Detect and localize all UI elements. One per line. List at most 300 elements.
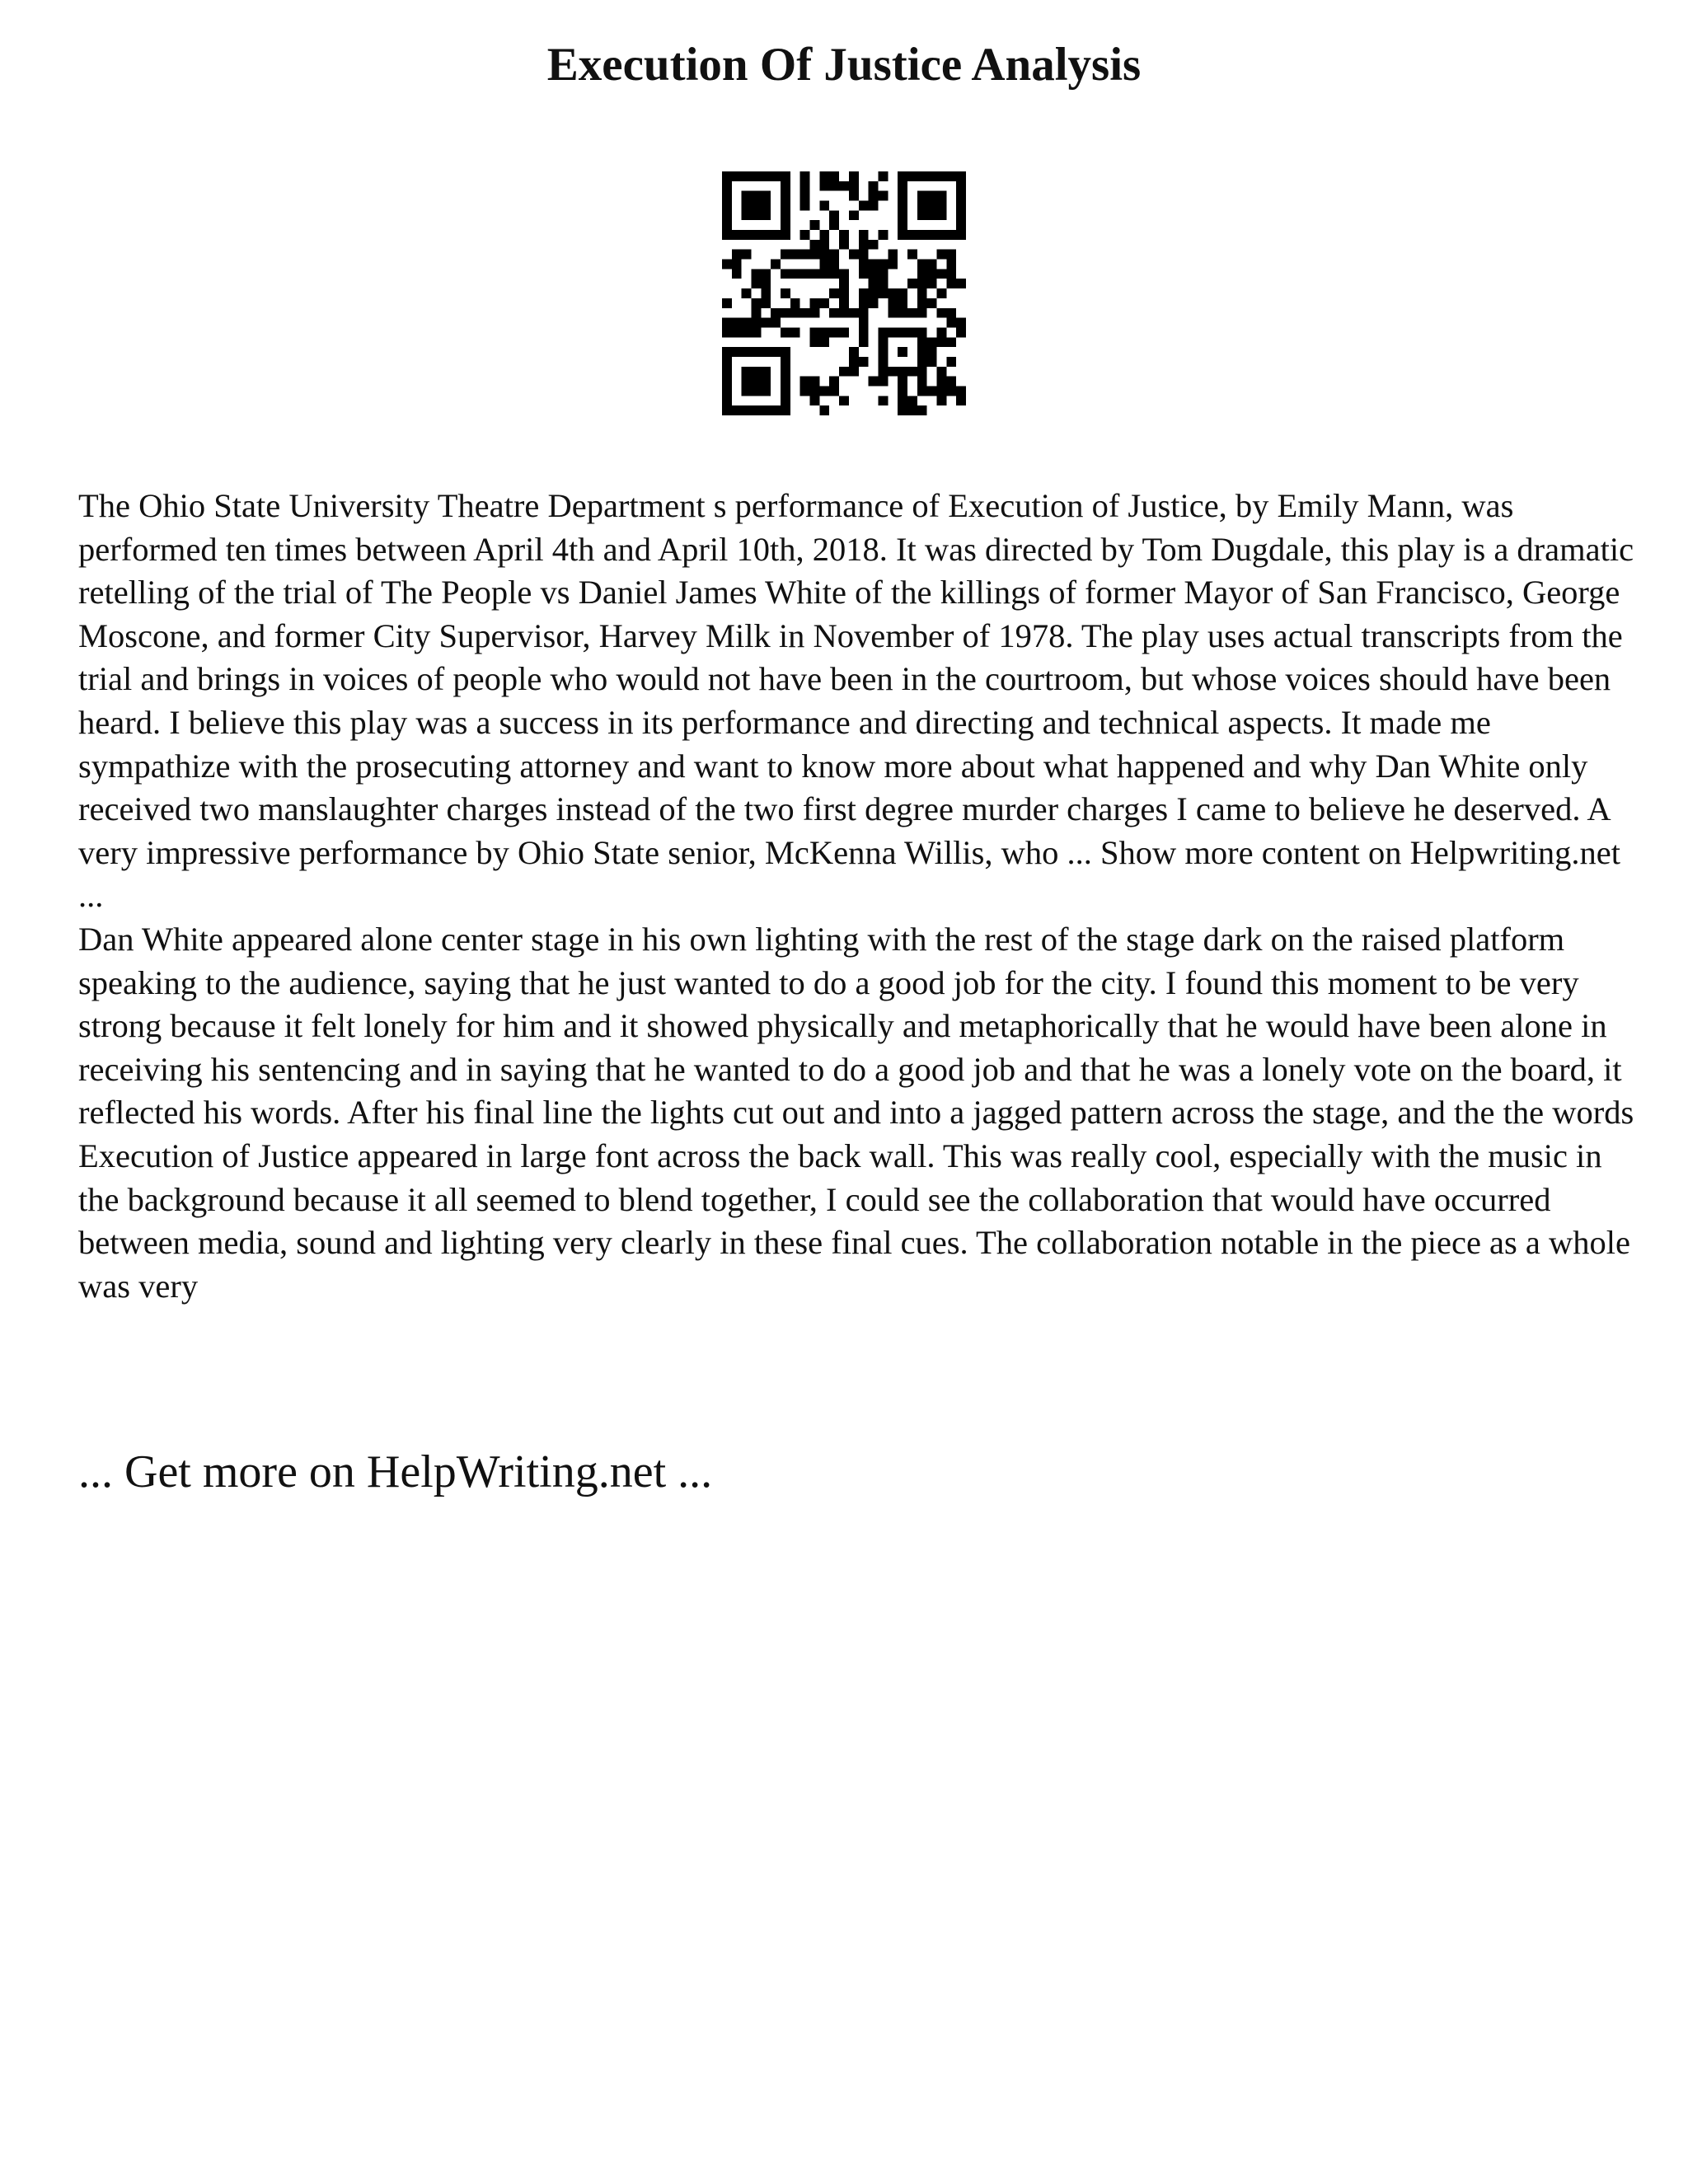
qr-module [946, 171, 956, 181]
qr-module [898, 367, 907, 377]
qr-module [761, 191, 771, 201]
qr-module [752, 279, 762, 288]
qr-module [869, 269, 879, 279]
qr-module [742, 347, 752, 357]
qr-module [936, 377, 946, 387]
qr-module [742, 201, 752, 211]
qr-module [819, 327, 829, 337]
qr-module [722, 171, 732, 181]
qr-module [742, 318, 752, 328]
qr-module [927, 230, 937, 240]
qr-module [917, 347, 927, 357]
qr-module [839, 327, 849, 337]
qr-module [898, 210, 907, 220]
qr-module [800, 201, 810, 211]
qr-module [898, 386, 907, 396]
qr-module [810, 298, 820, 308]
page-title: Execution Of Justice Analysis [546, 39, 1142, 91]
qr-module [927, 337, 937, 347]
qr-module [752, 269, 762, 279]
qr-module [819, 337, 829, 347]
qr-module [878, 396, 888, 405]
qr-module [839, 269, 849, 279]
qr-module [800, 171, 810, 181]
qr-module [849, 308, 859, 318]
qr-module [859, 327, 869, 337]
qr-module [761, 367, 771, 377]
qr-module [917, 210, 927, 220]
qr-module [869, 201, 879, 211]
qr-module [878, 347, 888, 357]
qr-module [819, 386, 829, 396]
qr-module [898, 308, 907, 318]
qr-module [888, 250, 898, 260]
qr-module [907, 279, 917, 288]
qr-module [946, 308, 956, 318]
qr-module [888, 327, 898, 337]
qr-module [819, 240, 829, 250]
qr-module [898, 405, 907, 415]
qr-module [956, 220, 966, 230]
qr-module [878, 171, 888, 181]
qr-module [742, 367, 752, 377]
qr-module [722, 260, 732, 269]
qr-module [898, 171, 907, 181]
qr-module [781, 210, 790, 220]
qr-module [956, 171, 966, 181]
qr-module [781, 308, 790, 318]
qr-module [839, 396, 849, 405]
qr-module [946, 279, 956, 288]
qr-module [839, 288, 849, 298]
qr-module [839, 308, 849, 318]
qr-module [936, 171, 946, 181]
qr-module [819, 269, 829, 279]
qr-module [956, 327, 966, 337]
qr-module [810, 250, 820, 260]
qr-module [752, 210, 762, 220]
qr-module [761, 171, 771, 181]
qr-module [878, 327, 888, 337]
qr-module [946, 377, 956, 387]
qr-module [819, 405, 829, 415]
qr-module [742, 327, 752, 337]
qr-module [878, 191, 888, 201]
qr-module [722, 201, 732, 211]
qr-module [927, 210, 937, 220]
qr-module [810, 377, 820, 387]
qr-module [800, 269, 810, 279]
qr-module [742, 250, 752, 260]
qr-module [849, 250, 859, 260]
qr-module [752, 386, 762, 396]
qr-module [732, 269, 742, 279]
qr-module [956, 191, 966, 201]
qr-module [781, 396, 790, 405]
qr-module [907, 308, 917, 318]
article-body [78, 485, 1636, 1308]
qr-module [781, 386, 790, 396]
qr-module [732, 171, 742, 181]
qr-module [936, 327, 946, 337]
qr-module [859, 288, 869, 298]
qr-module [810, 308, 820, 318]
qr-module [849, 171, 859, 181]
qr-code-icon [722, 171, 966, 415]
qr-module [742, 405, 752, 415]
qr-module [917, 367, 927, 377]
qr-module [800, 250, 810, 260]
qr-module [800, 308, 810, 318]
qr-module [878, 288, 888, 298]
qr-module [956, 318, 966, 328]
qr-module [800, 230, 810, 240]
qr-module [752, 308, 762, 318]
qr-module [819, 171, 829, 181]
qr-module [742, 377, 752, 387]
qr-module [946, 260, 956, 269]
qr-module [722, 210, 732, 220]
qr-module [752, 298, 762, 308]
qr-module [790, 327, 800, 337]
qr-module [936, 367, 946, 377]
qr-module [781, 288, 790, 298]
qr-module [907, 367, 917, 377]
qr-module [819, 201, 829, 211]
qr-module [927, 260, 937, 269]
qr-module [722, 318, 732, 328]
qr-module [878, 367, 888, 377]
qr-module [781, 347, 790, 357]
qr-module [898, 327, 907, 337]
qr-module [771, 308, 781, 318]
qr-module [771, 171, 781, 181]
qr-module [722, 405, 732, 415]
qr-module [732, 318, 742, 328]
qr-module [829, 377, 839, 387]
qr-module [800, 377, 810, 387]
qr-module [936, 396, 946, 405]
qr-module [732, 250, 742, 260]
qr-module [917, 191, 927, 201]
qr-module [722, 181, 732, 191]
qr-module [917, 337, 927, 347]
qr-module [790, 269, 800, 279]
qr-module [869, 191, 879, 201]
qr-module [936, 230, 946, 240]
qr-module [839, 279, 849, 288]
qr-module [771, 260, 781, 269]
qr-module [917, 308, 927, 318]
qr-module [917, 327, 927, 337]
qr-module [781, 367, 790, 377]
qr-module [761, 347, 771, 357]
qr-module [927, 279, 937, 288]
qr-module [810, 396, 820, 405]
qr-module [839, 230, 849, 240]
qr-module [898, 377, 907, 387]
qr-module [752, 405, 762, 415]
qr-module [917, 357, 927, 367]
qr-module [869, 288, 879, 298]
qr-module [790, 298, 800, 308]
qr-module [859, 269, 869, 279]
qr-module [781, 220, 790, 230]
qr-module [781, 171, 790, 181]
qr-module [839, 240, 849, 250]
qr-module [917, 279, 927, 288]
qr-module [878, 377, 888, 387]
qr-module [907, 171, 917, 181]
qr-module [771, 230, 781, 240]
qr-module [859, 230, 869, 240]
qr-module [956, 396, 966, 405]
qr-module [927, 357, 937, 367]
qr-module [781, 327, 790, 337]
qr-module [859, 298, 869, 308]
qr-module [761, 386, 771, 396]
qr-module [752, 367, 762, 377]
get-more-link[interactable]: ... Get more on HelpWriting.net ... [78, 1446, 713, 1497]
qr-module [722, 220, 732, 230]
qr-module [917, 269, 927, 279]
qr-module [936, 210, 946, 220]
qr-module [819, 298, 829, 308]
qr-module [907, 327, 917, 337]
qr-module [742, 230, 752, 240]
qr-module [956, 201, 966, 211]
qr-module [790, 250, 800, 260]
qr-module [936, 191, 946, 201]
qr-module [927, 347, 937, 357]
qr-module [810, 386, 820, 396]
qr-module [742, 210, 752, 220]
qr-module [927, 298, 937, 308]
qr-module [722, 357, 732, 367]
qr-module [946, 230, 956, 240]
qr-module [829, 181, 839, 191]
qr-module [810, 240, 820, 250]
qr-module [781, 181, 790, 191]
qr-module [722, 327, 732, 337]
qr-module [800, 191, 810, 201]
qr-module [878, 279, 888, 288]
qr-module [878, 230, 888, 240]
qr-module [956, 279, 966, 288]
qr-module [859, 318, 869, 328]
qr-module [761, 298, 771, 308]
qr-module [722, 367, 732, 377]
qr-module [946, 386, 956, 396]
qr-module [722, 230, 732, 240]
qr-module [819, 250, 829, 260]
qr-module [761, 405, 771, 415]
qr-module [859, 357, 869, 367]
qr-module [810, 327, 820, 337]
qr-module [761, 288, 771, 298]
qr-module [742, 288, 752, 298]
qr-module [819, 260, 829, 269]
qr-module [917, 288, 927, 298]
qr-module [898, 220, 907, 230]
qr-module [869, 377, 879, 387]
qr-module [917, 386, 927, 396]
qr-module [781, 230, 790, 240]
qr-module [732, 230, 742, 240]
qr-module [859, 260, 869, 269]
qr-module [722, 396, 732, 405]
qr-module [936, 269, 946, 279]
qr-module [917, 171, 927, 181]
qr-module [907, 250, 917, 260]
qr-module [761, 377, 771, 387]
qr-module [869, 279, 879, 288]
qr-module [732, 260, 742, 269]
qr-module [761, 269, 771, 279]
qr-module [771, 318, 781, 328]
qr-module [829, 260, 839, 269]
qr-module [859, 337, 869, 347]
qr-module [752, 191, 762, 201]
qr-module [878, 357, 888, 367]
qr-module [810, 220, 820, 230]
qr-module [917, 405, 927, 415]
qr-module [810, 337, 820, 347]
qr-module [742, 191, 752, 201]
qr-module [898, 201, 907, 211]
qr-module [936, 201, 946, 211]
qr-module [946, 269, 956, 279]
qr-module [839, 367, 849, 377]
qr-module [722, 347, 732, 357]
qr-module [752, 171, 762, 181]
paragraph-1: The Ohio State University Theatre Department s performance of Execution of Justice, by Emily Mann, was performed ten times between April 4th and April 10th, 2018. It was directed by Tom Dugdale, this play is a dramatic retelling of the trial of The People vs Daniel James White of the killings of former Mayor of San Francisco, George Moscone, and former City Supervisor, Harvey Milk in November of 1978. The play uses actual transcripts from the trial and brings in voices of people who would not have been in the courtroom, but whose voices should have been heard. I believe this play was a success in its performance and directing and technical aspects. It made me sympathize with the prosecuting attorney and want to know more about what happened and why Dan White only received two manslaughter charges instead of the two first degree murder charges I came to believe he deserved. A very impressive performance by Ohio State senior, McKenna Willis, who ... Show more content on Helpwriting.net ... [78, 487, 1634, 915]
qr-module [722, 191, 732, 201]
qr-module [771, 405, 781, 415]
qr-module [761, 318, 771, 328]
qr-module [956, 181, 966, 191]
qr-module [839, 181, 849, 191]
qr-module [869, 260, 879, 269]
qr-module [907, 405, 917, 415]
qr-module [859, 250, 869, 260]
qr-module [946, 337, 956, 347]
qr-module [771, 347, 781, 357]
qr-module [829, 210, 839, 220]
qr-module [752, 377, 762, 387]
qr-module [859, 201, 869, 211]
qr-module [927, 269, 937, 279]
qr-module [810, 269, 820, 279]
qr-module [722, 377, 732, 387]
qr-module [761, 210, 771, 220]
qr-module [898, 191, 907, 201]
qr-module [859, 308, 869, 318]
qr-module [839, 298, 849, 308]
qr-module [849, 181, 859, 191]
qr-module [732, 327, 742, 337]
qr-module [859, 240, 869, 250]
qr-module [898, 288, 907, 298]
qr-module [781, 250, 790, 260]
qr-module [878, 337, 888, 347]
qr-module [829, 308, 839, 318]
qr-module [917, 201, 927, 211]
qr-module [819, 181, 829, 191]
qr-module [878, 269, 888, 279]
qr-module [898, 396, 907, 405]
qr-module [898, 181, 907, 191]
qr-module [800, 386, 810, 396]
qr-module [819, 230, 829, 240]
qr-module [732, 405, 742, 415]
qr-module [752, 318, 762, 328]
qr-module [752, 230, 762, 240]
qr-module [829, 171, 839, 181]
qr-module [781, 191, 790, 201]
qr-module [898, 298, 907, 308]
qr-module [781, 357, 790, 367]
qr-code-graphic [722, 171, 966, 415]
qr-module [888, 288, 898, 298]
qr-module [829, 327, 839, 337]
qr-module [946, 318, 956, 328]
qr-module [790, 308, 800, 318]
qr-module [781, 405, 790, 415]
qr-module [829, 269, 839, 279]
qr-module [878, 260, 888, 269]
qr-module [869, 181, 879, 191]
qr-module [781, 201, 790, 211]
qr-module [917, 230, 927, 240]
qr-module [761, 279, 771, 288]
qr-module [927, 386, 937, 396]
qr-module [888, 298, 898, 308]
qr-module [907, 230, 917, 240]
qr-module [917, 377, 927, 387]
qr-module [849, 191, 859, 201]
qr-module [849, 367, 859, 377]
qr-module [956, 210, 966, 220]
qr-module [849, 210, 859, 220]
qr-module [829, 250, 839, 260]
qr-module [752, 347, 762, 357]
qr-module [936, 250, 946, 260]
qr-module [732, 347, 742, 357]
paragraph-2: Dan White appeared alone center stage in his own lighting with the rest of the stage dark on the raised platform speaking to the audience, saying that he just wanted to do a good job for the city. I found this moment to be very strong because it felt lonely for him and it showed physically and metaphorically that he would have been alone in receiving his sentencing and in saying that he wanted to do a good job and that he was a lonely vote on the board, it reflected his words. After his final line the lights cut out and into a jagged pattern across the stage, and the the words Execution of Justice appeared in large font across the back wall. This was really cool, especially with the music in the background because it all seemed to blend together, I could see the collaboration that would have occurred between media, sound and lighting very clearly in these final cues. The collaboration notable in the piece as a whole was very [78, 920, 1634, 1305]
qr-module [946, 357, 956, 367]
qr-module [936, 288, 946, 298]
qr-module [888, 308, 898, 318]
qr-module [722, 298, 732, 308]
qr-module [800, 181, 810, 191]
qr-module [869, 240, 879, 250]
qr-module [936, 386, 946, 396]
qr-module [927, 171, 937, 181]
qr-module [829, 288, 839, 298]
qr-module [956, 386, 966, 396]
qr-module [927, 191, 937, 201]
qr-module [742, 171, 752, 181]
qr-module [956, 230, 966, 240]
qr-module [761, 230, 771, 240]
qr-module [898, 230, 907, 240]
qr-module [761, 201, 771, 211]
qr-module [888, 367, 898, 377]
qr-module [946, 250, 956, 260]
qr-module [936, 337, 946, 347]
qr-module [917, 298, 927, 308]
